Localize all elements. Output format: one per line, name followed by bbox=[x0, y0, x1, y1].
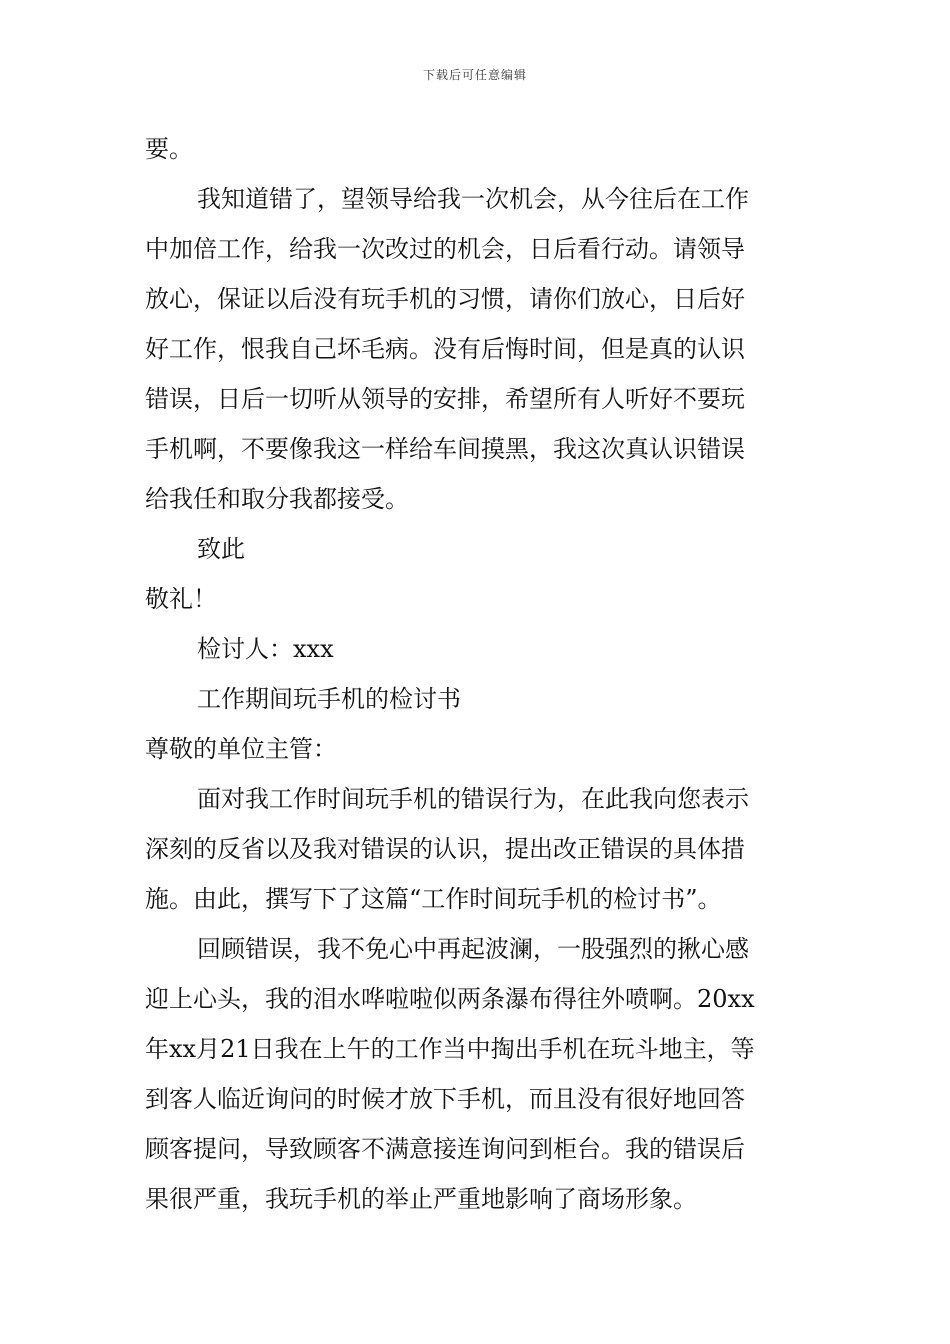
text-line: 年xx月21日我在上午的工作当中掏出手机在玩斗地主，等 bbox=[145, 1035, 755, 1063]
text-line: 到客人临近询问的时候才放下手机，而且没有很好地回答 bbox=[145, 1085, 745, 1113]
text-line: 迎上心头，我的泪水哗啦啦似两条瀑布得往外喷啊。20xx bbox=[145, 985, 755, 1013]
text-line: 好工作，恨我自己坏毛病。没有后悔时间，但是真的认识 bbox=[145, 335, 745, 363]
text-line: 深刻的反省以及我对错误的认识，提出改正错误的具体措 bbox=[145, 835, 745, 863]
text-line: 错误，日后一切听从领导的安排，希望所有人听好不要玩 bbox=[145, 385, 745, 413]
text-line: 放心，保证以后没有玩手机的习惯，请你们放心，日后好 bbox=[145, 285, 745, 313]
text-line: 施。由此，撰写下了这篇“工作时间玩手机的检讨书”。 bbox=[145, 885, 722, 913]
paragraph-start-line: 面对我工作时间玩手机的错误行为，在此我向您表示 bbox=[197, 785, 749, 813]
section-title: 工作期间玩手机的检讨书 bbox=[197, 685, 461, 713]
paragraph-start-line: 我知道错了，望领导给我一次机会，从今往后在工作 bbox=[197, 185, 749, 213]
text-line: 手机啊，不要像我这一样给车间摸黑，我这次真认识错误 bbox=[145, 435, 745, 463]
text-line: 果很严重，我玩手机的举止严重地影响了商场形象。 bbox=[145, 1185, 697, 1213]
closing-salutation: 致此 bbox=[197, 535, 245, 563]
signature-line: 检讨人：xxx bbox=[197, 635, 334, 663]
document-body bbox=[145, 124, 807, 1224]
paragraph-start-line: 回顾错误，我不免心中再起波澜，一股强烈的揪心感 bbox=[197, 935, 749, 963]
text-line: 要。 bbox=[145, 135, 193, 163]
text-line: 给我任和取分我都接受。 bbox=[145, 485, 409, 513]
text-line: 中加倍工作，给我一次改过的机会，日后看行动。请领导 bbox=[145, 235, 745, 263]
letter-greeting: 尊敬的单位主管： bbox=[145, 735, 337, 763]
text-line: 顾客提问，导致顾客不满意接连询问到柜台。我的错误后 bbox=[145, 1135, 745, 1163]
closing-regards: 敬礼！ bbox=[145, 585, 217, 613]
page-header-note: 下载后可任意编辑 bbox=[422, 68, 527, 82]
